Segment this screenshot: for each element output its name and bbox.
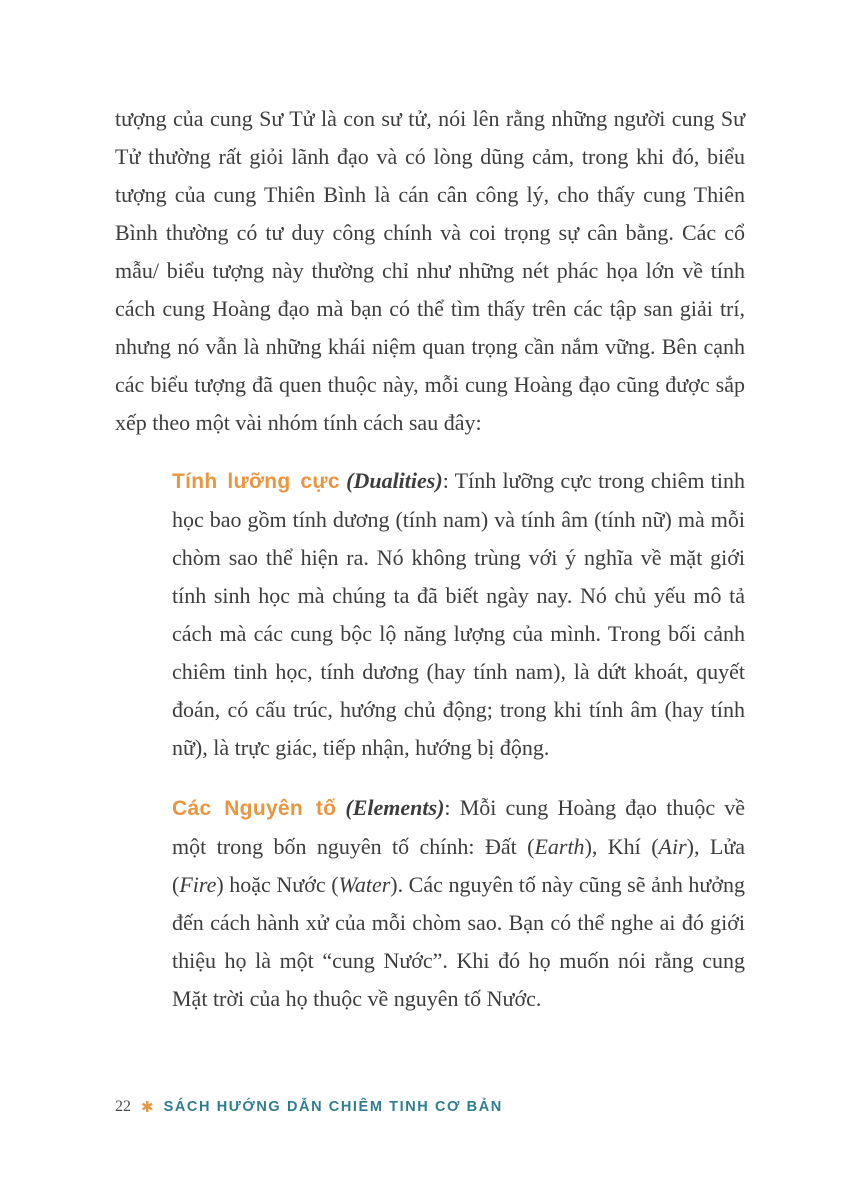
section-heading-elements: Các Nguyên tố	[172, 797, 337, 820]
star-icon: ✱	[141, 1098, 154, 1116]
section-heading-dualities-english: (Dualities)	[346, 468, 443, 493]
section-body-elements: : Mỗi cung Hoàng đạo thuộc về một trong bốn nguyên tố chính: Đất (Earth), Khí (Air), Lửa (Fire) hoặc Nước (Water). Các nguyên tố này cũng sẽ ảnh hưởng đến cách hành xử của mỗi chòm sao. Bạn có thể nghe ai đó giới thiệu họ là một “cung Nước”. Khi đó họ muốn nói rằng cung Mặt trời của họ thuộc về nguyên tố Nước.	[172, 795, 746, 1011]
section-dualities	[115, 462, 745, 767]
intro-paragraph: tượng của cung Sư Tử là con sư tử, nói lên rằng những người cung Sư Tử thường rất giỏi lãnh đạo và có lòng dũng cảm, trong khi đó, biểu tượng của cung Thiên Bình là cán cân công lý, cho thấy cung Thiên Bình thường có tư duy công chính và coi trọng sự cân bằng. Các cổ mẫu/ biểu tượng này thường chỉ như những nét phác họa lớn về tính cách cung Hoàng đạo mà bạn có thể tìm thấy trên các tập san giải trí, nhưng nó vẫn là những khái niệm quan trọng cần nắm vững. Bên cạnh các biểu tượng đã quen thuộc này, mỗi cung Hoàng đạo cũng được sắp xếp theo một vài nhóm tính cách sau đây:	[115, 106, 745, 435]
page-footer	[115, 1098, 503, 1116]
footer-book-title: SÁCH HƯỚNG DẪN CHIÊM TINH CƠ BẢN	[163, 1099, 503, 1115]
section-heading-elements-english: (Elements)	[345, 795, 445, 820]
section-elements	[115, 789, 745, 1018]
page-content	[115, 100, 745, 1040]
page-number: 22	[115, 1098, 131, 1115]
section-body-dualities: : Tính lưỡng cực trong chiêm tinh học bao gồm tính dương (tính nam) và tính âm (tính nữ) mà mỗi chòm sao thể hiện ra. Nó không trùng với ý nghĩa về mặt giới tính sinh học mà chúng ta đã biết ngày nay. Nó chủ yếu mô tả cách mà các cung bộc lộ năng lượng của mình. Trong bối cảnh chiêm tinh học, tính dương (hay tính nam), là dứt khoát, quyết đoán, có cấu trúc, hướng chủ động; trong khi tính âm (hay tính nữ), là trực giác, tiếp nhận, hướng bị động.	[172, 468, 745, 760]
section-heading-dualities: Tính lưỡng cực	[172, 470, 340, 493]
